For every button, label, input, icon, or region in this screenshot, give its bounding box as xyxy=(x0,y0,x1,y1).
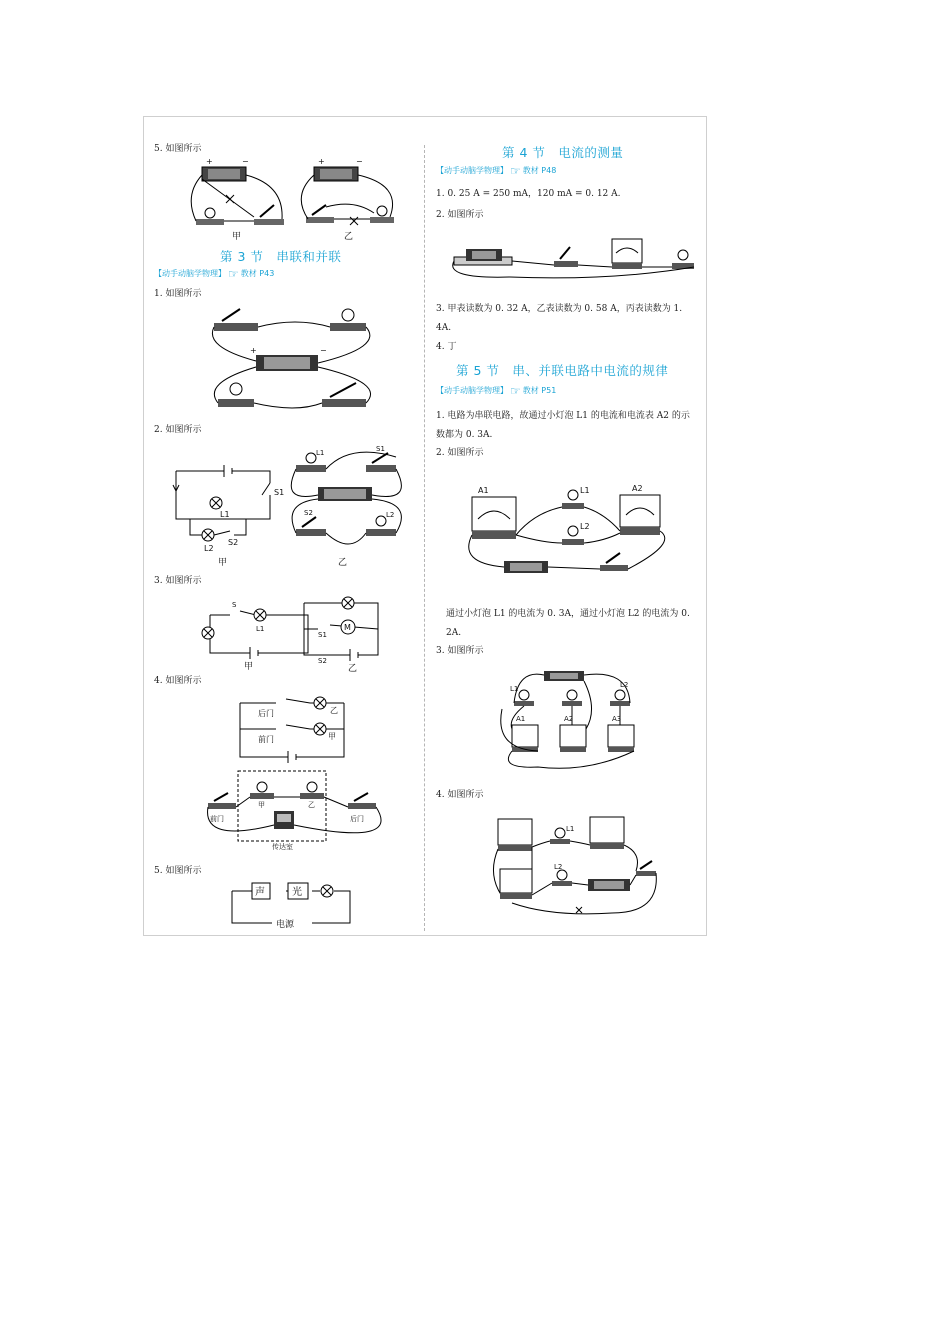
fig5-label-jia: 甲 xyxy=(232,232,242,242)
left-item5-heading: 5. 如图所示 xyxy=(154,144,202,154)
right-s3-heading: 3. 如图所示 xyxy=(436,646,484,656)
svg-text:−: − xyxy=(242,157,249,166)
s3-three-ammeter-picture xyxy=(498,669,648,773)
right-s4-heading: 4. 如图所示 xyxy=(436,790,484,800)
s3-label-l1: L1 xyxy=(510,685,519,693)
q4-pic-label-room: 传达室 xyxy=(272,843,293,851)
s3-label-l2: L2 xyxy=(620,681,629,689)
s2-label-l1: L1 xyxy=(580,486,590,495)
left-q5-heading: 5. 如图所示 xyxy=(154,866,202,876)
q2-pic-label-s2: S2 xyxy=(304,509,313,517)
q2-label-s2: S2 xyxy=(228,538,239,547)
column-divider xyxy=(424,145,425,931)
q5-sound-light-schematic xyxy=(230,881,354,933)
s4-label-l2: L2 xyxy=(554,863,563,871)
r2-ammeter-circuit-picture xyxy=(450,235,700,279)
s4-label-l1: L1 xyxy=(566,825,575,833)
left-q3-heading: 3. 如图所示 xyxy=(154,576,202,586)
tag5-label: 【动手动脑学物理】 xyxy=(436,386,508,395)
q2-pic-label-l2: L2 xyxy=(386,511,395,519)
tag3-book: 教材 P43 xyxy=(240,269,275,278)
section5-tag xyxy=(436,385,556,396)
section3-title: 第 3 节 串联和并联 xyxy=(220,249,342,264)
s2-label-l2: L2 xyxy=(580,522,590,531)
svg-text:−: − xyxy=(320,346,327,355)
q2-pic-label-l1: L1 xyxy=(316,449,325,457)
section4-tag xyxy=(436,165,556,176)
q5-label-power: 电源 xyxy=(276,920,295,930)
q4-pic-label-back: 后门 xyxy=(350,815,364,823)
s3-label-a3: A3 xyxy=(612,715,622,723)
q3-label-l1: L1 xyxy=(256,625,265,633)
section4-title: 第 4 节 电流的测量 xyxy=(502,145,624,160)
q2-label-l1: L1 xyxy=(220,510,230,519)
q4-label-front: 前门 xyxy=(258,735,274,744)
q3-label-s2: S2 xyxy=(318,657,327,665)
tag4-book: 教材 P48 xyxy=(522,166,557,175)
fig5-label-yi: 乙 xyxy=(344,232,354,242)
right-r1: 1. 0. 25 A = 250 mA，120 mA = 0. 12 A. xyxy=(436,189,621,199)
q5-label-sound: 声 xyxy=(255,887,265,898)
q4-pic-label-yi: 乙 xyxy=(308,801,315,809)
left-q4-heading: 4. 如图所示 xyxy=(154,676,202,686)
q4-pic-label-front: 前门 xyxy=(210,815,224,823)
pointing-hand-icon: ☞ xyxy=(510,163,521,178)
pointing-hand-icon: ☞ xyxy=(228,266,239,281)
q2-pic-label-s1: S1 xyxy=(376,445,385,453)
s2-two-ammeter-picture xyxy=(464,483,674,583)
q5-label-light: 光 xyxy=(292,887,302,898)
q4-doorbell-schematic xyxy=(236,695,356,761)
s2-label-a1: A1 xyxy=(478,486,489,495)
right-s1: 1. 电路为串联电路，故通过小灯泡 L1 的电流和电流表 A2 的示数都为 0. 3A. xyxy=(436,411,690,440)
tag5-book: 教材 P51 xyxy=(522,386,557,395)
right-r4: 4. 丁 xyxy=(436,342,457,352)
s3-label-a1: A1 xyxy=(516,715,526,723)
section3-tag xyxy=(154,268,274,279)
svg-text:+: + xyxy=(318,157,325,166)
svg-text:+: + xyxy=(206,157,213,166)
q2-label-jia: 甲 xyxy=(218,558,228,568)
q2-label-l2: L2 xyxy=(204,544,214,553)
q2-label-s1: S1 xyxy=(274,488,285,497)
s2-label-a2: A2 xyxy=(632,484,643,493)
s3-label-a2: A2 xyxy=(564,715,574,723)
q2-label-yi: 乙 xyxy=(338,558,348,568)
right-s2-note: 通过小灯泡 L1 的电流为 0. 3A，通过小灯泡 L2 的电流为 0. 2A. xyxy=(446,609,690,638)
q3-circuit-schematics xyxy=(198,593,388,673)
tag3-label: 【动手动脑学物理】 xyxy=(154,269,226,278)
tag4-label: 【动手动脑学物理】 xyxy=(436,166,508,175)
right-r3: 3. 甲表读数为 0. 32 A，乙表读数为 0. 58 A，丙表读数为 1. 4A. xyxy=(436,304,683,333)
q4-label-back: 后门 xyxy=(258,709,274,718)
q4-doorbell-picture xyxy=(202,767,402,859)
q2-circuit-diagrams xyxy=(170,443,410,571)
q3-label-jia: 甲 xyxy=(244,662,254,672)
pointing-hand-icon: ☞ xyxy=(510,383,521,398)
left-q1-heading: 1. 如图所示 xyxy=(154,289,202,299)
q3-label-m: M xyxy=(344,623,351,632)
section5-title: 第 5 节 串、并联电路中电流的规律 xyxy=(456,363,669,378)
left-q2-heading: 2. 如图所示 xyxy=(154,425,202,435)
q3-label-yi: 乙 xyxy=(348,664,358,674)
q4-label-jia: 甲 xyxy=(328,732,336,741)
q4-label-yi: 乙 xyxy=(330,706,338,715)
q3-label-s1: S1 xyxy=(318,631,327,639)
q3-label-s: S xyxy=(232,601,237,609)
svg-text:−: − xyxy=(356,157,363,166)
s4-circuit-picture xyxy=(492,813,662,929)
q4-pic-label-jia: 甲 xyxy=(258,801,265,809)
right-r2-heading: 2. 如图所示 xyxy=(436,210,484,220)
right-s2-heading: 2. 如图所示 xyxy=(436,448,484,458)
svg-text:+: + xyxy=(250,346,257,355)
answer-page xyxy=(143,116,707,936)
fig5-circuit-pictures xyxy=(174,155,404,241)
q1-parallel-circuit-picture xyxy=(206,303,386,419)
